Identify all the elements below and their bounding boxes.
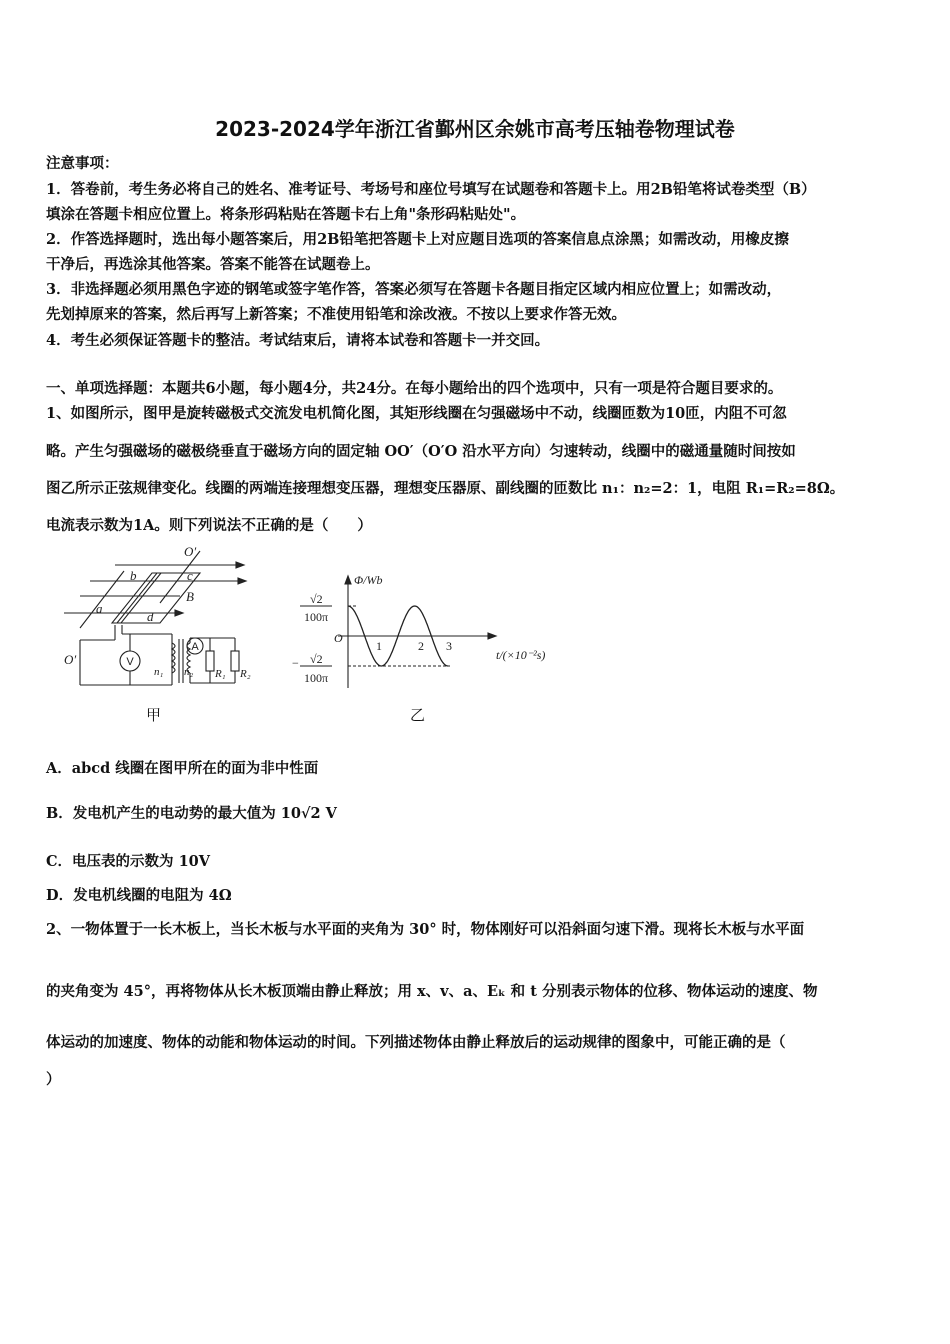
notice-line: 干净后，再选涂其他答案。答案不能答在试题卷上。 <box>46 256 380 273</box>
question-1-line: 1、如图所示，图甲是旋转磁极式交流发电机简化图，其矩形线圈在匀强磁场中不动，线圈匝数为10匝，内阻不可忽 <box>46 405 787 422</box>
option-c: C．电压表的示数为 10V <box>46 853 211 870</box>
notice-line: 先划掉原来的答案，然后再写上新答案；不准使用铅笔和涂改液。不按以上要求作答无效。 <box>46 306 626 323</box>
option-a: A．abcd 线圈在图甲所在的面为非中性面 <box>46 760 319 777</box>
notice-line: 填涂在答题卡相应位置上。将条形码粘贴在答题卡右上角"条形码粘贴处"。 <box>46 206 526 223</box>
question-2-line: 2、一物体置于一长木板上，当长木板与水平面的夹角为 30° 时，物体刚好可以沿斜面匀速下滑。现将长木板与水平面 <box>46 921 805 938</box>
tick-2: 2 <box>418 639 424 653</box>
label-o-prime-top: O′ <box>184 544 197 559</box>
neg-numerator: √2 <box>310 652 323 666</box>
question-2-line: ） <box>46 1071 61 1088</box>
option-d: D．发电机线圈的电阻为 4Ω <box>46 887 232 904</box>
figure-caption-jia: 甲 <box>146 706 162 724</box>
page-title: 2023-2024学年浙江省鄞州区余姚市高考压轴卷物理试卷 <box>215 117 735 141</box>
label-n2: n₂ <box>184 666 194 678</box>
figure-caption-yi: 乙 <box>410 706 426 724</box>
label-r1: R₁ <box>215 668 226 680</box>
origin-label: O <box>334 631 343 645</box>
label-d: d <box>147 609 154 624</box>
question-1-line: 略。产生匀强磁场的磁极绕垂直于磁场方向的固定轴 OO′（O′O 沿水平方向）匀速转动，线圈中的磁通量随时间按如 <box>46 443 796 460</box>
pos-denominator: 100π <box>304 610 329 624</box>
notice-line: 3．非选择题必须用黑色字迹的钢笔或签字笔作答，答案必须写在答题卡各题目指定区域内相应位置上；如需改动， <box>46 281 782 298</box>
label-n1: n₁ <box>154 666 164 678</box>
pos-numerator: √2 <box>310 592 323 606</box>
section-heading: 一、单项选择题：本题共6小题，每小题4分，共24分。在每小题给出的四个选项中，只有一项是符合题目要求的。 <box>46 380 783 397</box>
figure-generator-circuit <box>60 543 275 693</box>
label-r2: R₂ <box>240 668 251 680</box>
question-2-line: 的夹角变为 45°，再将物体从长木板顶端由静止释放；用 x、v、a、Eₖ 和 t 分别表示物体的位移、物体运动的速度、物 <box>46 983 818 1000</box>
label-field-b: B <box>186 589 194 604</box>
x-axis-label: t/(×10⁻²s) <box>496 648 546 662</box>
option-b: B．发电机产生的电动势的最大值为 10√2 V <box>46 805 337 822</box>
question-1-line: 图乙所示正弦规律变化。线圈的两端连接理想变压器，理想变压器原、副线圈的匝数比 n₁：n₂=2：1，电阻 R₁=R₂=8Ω。 <box>46 480 845 497</box>
tick-3: 3 <box>446 639 452 653</box>
y-axis-label: Φ/Wb <box>354 573 383 587</box>
notice-line: 1．答卷前，考生务必将自己的姓名、准考证号、考场号和座位号填写在试题卷和答题卡上。用2B铅笔将试卷类型（B） <box>46 181 816 198</box>
neg-sign: − <box>292 656 299 670</box>
label-b: b <box>130 568 137 583</box>
label-c: c <box>187 568 193 583</box>
notice-line: 2．作答选择题时，选出每小题答案后，用2B铅笔把答题卡上对应题目选项的答案信息点涂黑；如需改动，用橡皮擦 <box>46 231 789 248</box>
label-o-prime-left: O′ <box>64 652 77 667</box>
voltmeter-label: V <box>126 656 134 668</box>
label-a: a <box>96 601 103 616</box>
figure-flux-graph <box>290 570 570 690</box>
tick-1: 1 <box>376 639 382 653</box>
question-1-line: 电流表示数为1A。则下列说法不正确的是（ ） <box>46 517 372 534</box>
notice-line: 4．考生必须保证答题卡的整洁。考试结束后，请将本试卷和答题卡一并交回。 <box>46 332 550 349</box>
neg-denominator: 100π <box>304 671 329 685</box>
notice-heading: 注意事项： <box>46 155 119 172</box>
ammeter-label: A <box>191 641 199 653</box>
question-2-line: 体运动的加速度、物体的动能和物体运动的时间。下列描述物体由静止释放后的运动规律的图象中，可能正确的是（ <box>46 1034 786 1051</box>
